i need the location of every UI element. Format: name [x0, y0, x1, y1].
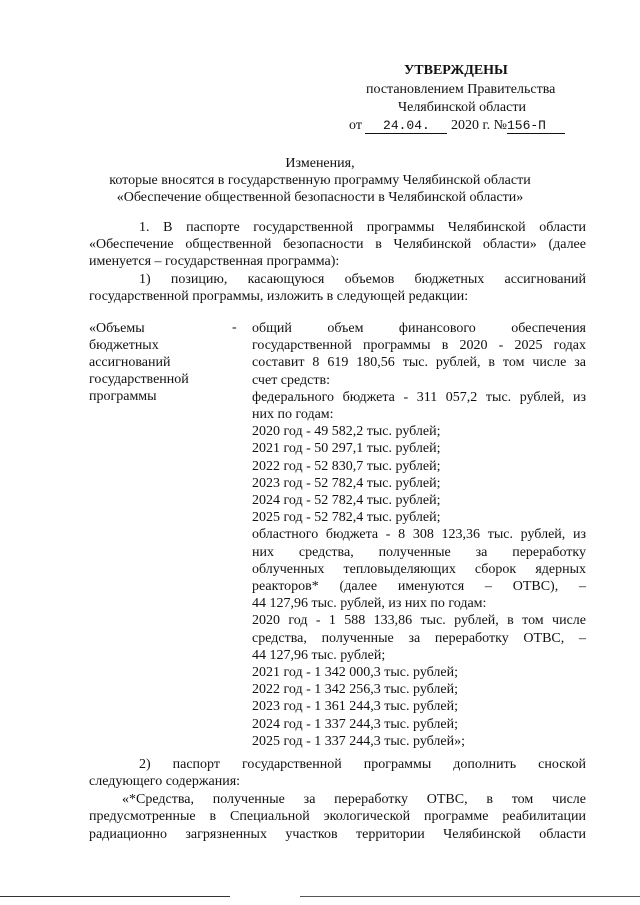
scan-edge-line — [300, 896, 640, 897]
footnote-line-2: предусмотренные в Специальной экологической программе реабилитации — [89, 809, 586, 824]
approval-date-line — [349, 117, 565, 135]
value-line: 2023 год - 1 361 244,3 тыс. рублей; — [252, 699, 459, 715]
para1-line-2: «Обеспечение общественной безопасности в Челябинской области» (далее — [89, 237, 586, 252]
date-value: 24.04. — [365, 118, 447, 134]
value-line: 2020 год - 49 582,2 тыс. рублей; — [252, 424, 441, 440]
table-values — [252, 320, 586, 750]
label-line: государственной — [89, 372, 189, 387]
approval-line-1: постановлением Правительства — [366, 82, 556, 97]
label-line: программы — [89, 389, 157, 404]
value-line: облученных тепловыделяющих сборок ядерных — [252, 561, 586, 577]
label-line: «Объемы — [89, 321, 145, 336]
value-line: общий объем финансового обеспечения — [252, 321, 586, 336]
footnote-line-3: радиационно загрязненных участков территории Челябинской области — [89, 827, 586, 842]
value-line: реакторов* (далее именуются – ОТВС), – — [252, 579, 586, 595]
value-line: 2023 год - 52 782,4 тыс. рублей; — [252, 475, 441, 491]
decree-number: 156-П — [507, 118, 565, 134]
value-line: 2020 год - 1 588 133,86 тыс. рублей, в том числе — [252, 613, 586, 629]
item2-line-2: следующего содержания: — [89, 774, 241, 789]
value-line: 44 127,96 тыс. рублей, из них по годам: — [252, 596, 487, 612]
para1-line-3: именуется – государственная программа): — [89, 254, 340, 269]
value-line: 2025 год - 52 782,4 тыс. рублей; — [252, 510, 441, 526]
value-line: федерального бюджета - 311 057,2 тыс. рублей, из — [252, 389, 586, 405]
approval-title: УТВЕРЖДЕНЫ — [404, 63, 508, 78]
approval-line-2: Челябинской области — [398, 100, 526, 115]
heading-line-1: Изменения, — [285, 156, 355, 171]
value-line: областного бюджета - 8 308 123,36 тыс. рублей, из — [252, 527, 586, 543]
value-line: счет средств: — [252, 372, 331, 388]
value-line: 2022 год - 1 342 256,3 тыс. рублей; — [252, 682, 459, 698]
para1-line-1: 1. В паспорте государственной программы Челябинской области — [139, 220, 586, 235]
value-line: 2025 год - 1 337 244,3 тыс. рублей»; — [252, 733, 466, 749]
item1-line-2: государственной программы, изложить в следующей редакции: — [89, 289, 469, 304]
footnote-line-1: «*Средства, полученные за переработку ОТВС, в том числе — [122, 792, 586, 807]
heading-line-3: «Обеспечение общественной безопасности в Челябинской области» — [116, 190, 524, 205]
value-line: средства, полученные за переработку ОТВС, – — [252, 630, 586, 646]
value-line: 2022 год - 52 830,7 тыс. рублей; — [252, 458, 441, 474]
value-line: государственной программы в 2020 - 2025 годах — [252, 338, 586, 354]
label-line: бюджетных — [89, 338, 159, 353]
date-prefix: от — [349, 118, 362, 133]
heading-line-2: которые вносятся в государственную программу Челябинской области — [109, 173, 531, 188]
date-year: 2020 г. № — [450, 118, 507, 133]
value-line: составит 8 619 180,56 тыс. рублей, в том числе за — [252, 355, 586, 371]
value-line: 2024 год - 1 337 244,3 тыс. рублей; — [252, 716, 459, 732]
value-line: них по годам: — [252, 407, 334, 423]
item2-line-1: 2) паспорт государственной программы дополнить сноской — [139, 757, 586, 772]
table-dash: - — [232, 320, 237, 335]
item1-line-1: 1) позицию, касающуюся объемов бюджетных ассигнований — [139, 272, 586, 287]
label-line: ассигнований — [89, 355, 171, 370]
value-line: 2021 год - 50 297,1 тыс. рублей; — [252, 441, 441, 457]
value-line: 44 127,96 тыс. рублей; — [252, 647, 386, 663]
value-line: 2024 год - 52 782,4 тыс. рублей; — [252, 493, 441, 509]
scan-edge-line — [0, 896, 230, 897]
table-label — [89, 320, 189, 405]
value-line: 2021 год - 1 342 000,3 тыс. рублей; — [252, 665, 459, 681]
value-line: них средства, полученные за переработку — [252, 544, 586, 560]
